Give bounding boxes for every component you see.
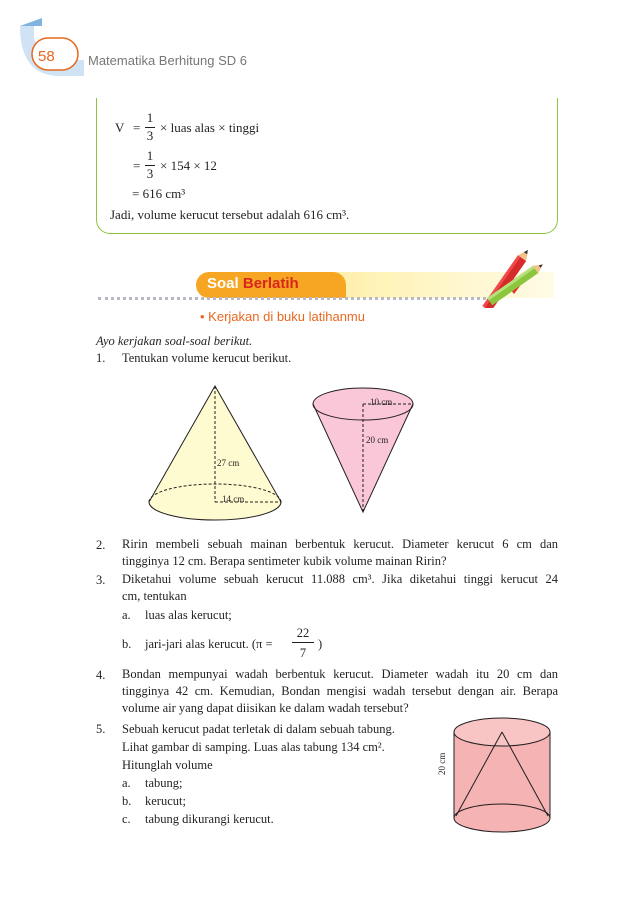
- cone-figure-1: [146, 382, 286, 528]
- question-5a-text: tabung;: [145, 776, 183, 790]
- question-number: 4.: [96, 668, 106, 682]
- page-number: 58: [38, 48, 55, 65]
- question-4-line-2: tingginya 42 cm. Kemudian, Bondan mengisi wadah tersebut dengan air. Berapa: [122, 684, 558, 698]
- cone-2-height-label: 20 cm: [366, 435, 389, 445]
- cone-1-radius-label: 14 cm: [222, 494, 245, 504]
- formula-line-2: × 154 × 12: [160, 158, 217, 173]
- cone-figure-2: [312, 386, 414, 516]
- dotted-divider: [98, 297, 498, 303]
- question-3a-text: luas alas kerucut;: [145, 608, 232, 622]
- option-label: b.: [122, 794, 132, 808]
- fraction-bar: [292, 642, 314, 643]
- formula-line-1: × luas alas × tinggi: [160, 120, 260, 135]
- fraction-denominator: 3: [146, 166, 154, 181]
- question-number: 1.: [96, 351, 106, 365]
- page-badge-shape: [20, 18, 84, 76]
- question-5-line-1: Sebuah kerucut padat terletak di dalam sebuah tabung.: [122, 722, 395, 736]
- fraction-numerator: 1: [146, 110, 154, 125]
- pencil-heart-icon: [478, 250, 552, 308]
- question-3b-text: jari-jari alas kerucut. (π =: [145, 637, 273, 651]
- question-5c-text: tabung dikurangi kerucut.: [145, 812, 274, 826]
- option-label: a.: [122, 776, 131, 790]
- volume-symbol: V: [115, 120, 125, 135]
- question-2-line-1: Ririn membeli sebuah mainan berbentuk kerucut. Diameter kerucut 6 cm dan: [122, 537, 558, 551]
- option-label: b.: [122, 637, 132, 651]
- pi-denominator: 7: [299, 646, 307, 660]
- exercise-intro: Ayo kerjakan soal-soal berikut.: [96, 334, 253, 348]
- example-conclusion: Jadi, volume kerucut tersebut adalah 616 cm³.: [110, 207, 350, 222]
- question-4-line-1: Bondan mempunyai wadah berbentuk kerucut. Diameter wadah itu 20 cm dan: [122, 667, 558, 681]
- question-number: 5.: [96, 722, 106, 736]
- cylinder-cone-figure: [452, 716, 552, 838]
- closing-paren: ): [318, 637, 323, 651]
- question-5b-text: kerucut;: [145, 794, 186, 808]
- cone-2-radius-label: 10 cm: [370, 397, 393, 407]
- formula-result: = 616 cm³: [132, 186, 186, 201]
- question-number: 2.: [96, 538, 106, 552]
- fraction-numerator: 1: [146, 148, 154, 163]
- option-label: c.: [122, 812, 131, 826]
- equals-sign: =: [133, 158, 141, 173]
- section-title: Soal Berlatih: [207, 275, 299, 292]
- book-title: Matematika Berhitung SD 6: [88, 53, 247, 68]
- equals-sign: =: [133, 120, 141, 135]
- question-3-line-2: cm, tentukan: [122, 589, 187, 603]
- question-1-text: Tentukan volume kerucut berikut.: [122, 351, 292, 365]
- section-subtitle: • Kerjakan di buku latihanmu: [200, 309, 365, 324]
- cylinder-height-label: 20 cm: [437, 752, 447, 775]
- question-number: 3.: [96, 573, 106, 587]
- question-5-line-2: Lihat gambar di samping. Luas alas tabung 134 cm².: [122, 740, 385, 754]
- pi-numerator: 22: [296, 626, 310, 640]
- question-5-line-3: Hitunglah volume: [122, 758, 213, 772]
- question-2-line-2: tingginya 12 cm. Berapa sentimeter kubik volume mainan Ririn?: [122, 554, 447, 568]
- fraction-denominator: 3: [146, 128, 154, 143]
- question-4-line-3: volume air yang dapat diisikan ke dalam wadah tersebut?: [122, 701, 409, 715]
- option-label: a.: [122, 608, 131, 622]
- cone-1-height-label: 27 cm: [217, 458, 240, 468]
- question-3-line-1: Diketahui volume sebuah kerucut 11.088 cm³. Jika diketahui tinggi kerucut 24: [122, 572, 558, 586]
